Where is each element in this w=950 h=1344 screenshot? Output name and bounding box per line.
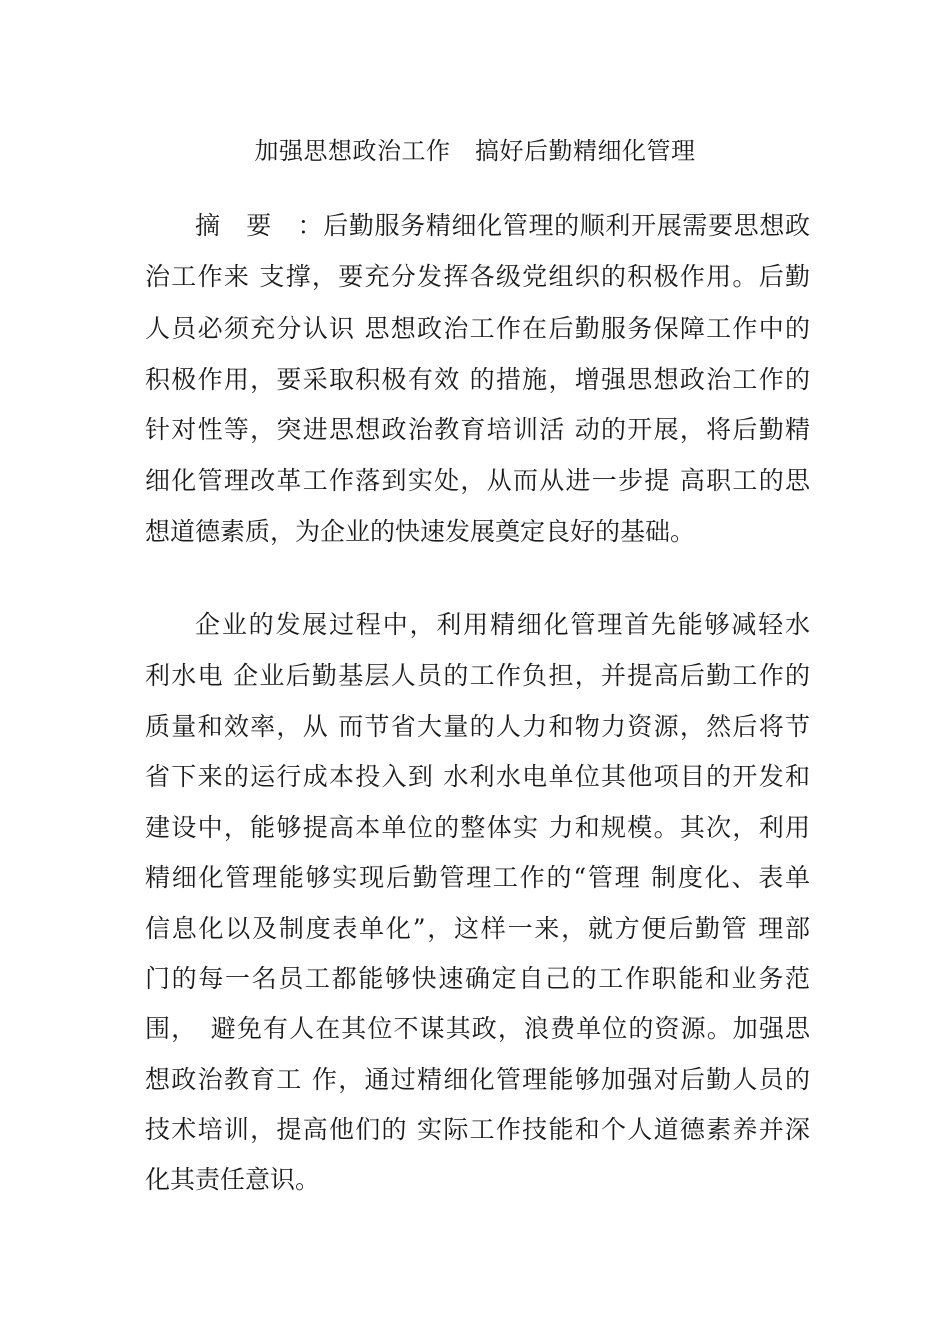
abstract-line: 针对性等，突进思想政治教育培训活 动的开展，将后勤精 xyxy=(145,415,810,444)
body-line: 化其责任意识。 xyxy=(145,1165,321,1194)
body-line: 建设中，能够提高本单位的整体实 力和规模。其次，利用 xyxy=(145,813,810,842)
body-line: 门的每一名员工都能够快速确定自己的工作职能和业务范 xyxy=(145,964,810,993)
abstract-line: 积极作用，要采取积极有效 的措施，增强思想政治工作的 xyxy=(145,365,810,394)
abstract-line: 细化管理改革工作落到实处，从而从进一步提 高职工的思 xyxy=(145,466,810,495)
body-line: 技术培训，提高他们的 实际工作技能和个人道德素养并深 xyxy=(145,1115,810,1144)
body-line: 围， 避免有人在其位不谋其政，浪费单位的资源。加强思 xyxy=(145,1014,810,1043)
body-line: 想政治教育工 作，通过精细化管理能够加强对后勤人员的 xyxy=(145,1065,810,1094)
document-title: 加强思想政治工作 搞好后勤精细化管理 xyxy=(254,137,696,165)
abstract-line: 想道德素质，为企业的快速发展奠定良好的基础。 xyxy=(145,517,696,546)
abstract-line: 摘 要 ：后勤服务精细化管理的顺利开展需要思想政 xyxy=(195,211,810,240)
abstract-line: 治工作来 支撑，要充分发挥各级党组织的积极作用。后勤 xyxy=(145,262,810,291)
body-line: 利水电 企业后勤基层人员的工作负担，并提高后勤工作的 xyxy=(145,661,810,690)
body-line: 精细化管理能够实现后勤管理工作的“管理 制度化、表单 xyxy=(145,863,810,892)
abstract-line: 人员必须充分认识 思想政治工作在后勤服务保障工作中的 xyxy=(145,314,810,343)
body-line: 企业的发展过程中，利用精细化管理首先能够减轻水 xyxy=(195,610,810,639)
body-line: 省下来的运行成本投入到 水利水电单位其他项目的开发和 xyxy=(145,762,810,791)
body-line: 信息化以及制度表单化”，这样一来，就方便后勤管 理部 xyxy=(145,914,810,943)
body-line: 质量和效率，从 而节省大量的人力和物力资源，然后将节 xyxy=(145,712,810,741)
